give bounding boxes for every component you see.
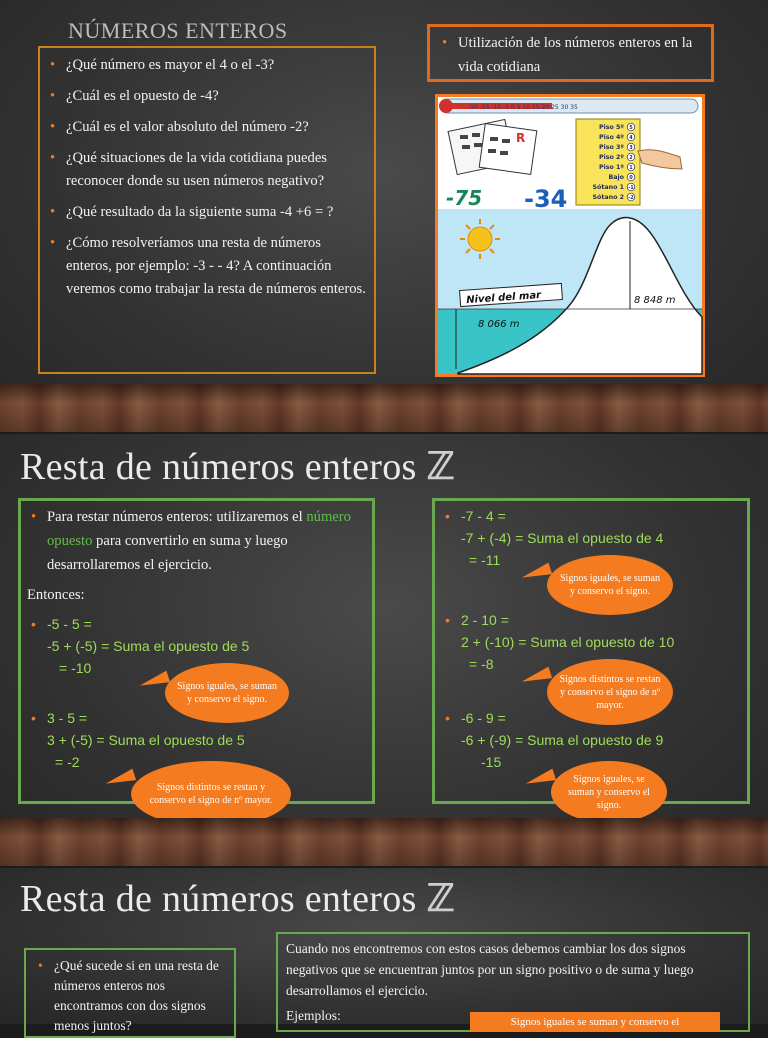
- callout-same-signs: Signos iguales, se suman y conservo el signo.: [547, 555, 673, 615]
- question-6: • ¿Cómo resolveríamos una resta de números enteros, por ejemplo: -3 - - 4? A continuación veremos como trabajar la resta de números enteros.: [46, 232, 366, 301]
- question-3: • ¿Cuál es el valor absoluto del número -2?: [46, 116, 366, 139]
- slide-2: [0, 434, 768, 866]
- question-4: • ¿Qué situaciones de la vida cotidiana puedes reconocer donde su usen números negativo?: [46, 147, 366, 193]
- floor-number: 0: [629, 175, 633, 181]
- question-5: • ¿Qué resultado da la siguiente suma -4 +6 = ?: [46, 201, 366, 224]
- floor-label: Bajo: [608, 174, 624, 181]
- questions-box: [38, 46, 376, 374]
- opposite-number-highlight: número opuesto: [47, 509, 351, 549]
- example-right-2: • 2 - 10 = 2 + (-10) = Suma el opuesto de 10 = -8 Signos distintos se restan y conservo el signo de nº mayor.: [441, 609, 741, 675]
- height-label: 8 848 m: [634, 295, 676, 306]
- same-signs-note: Signos iguales se suman y conservo el: [470, 1012, 720, 1032]
- floor-label: Sótano 1: [592, 184, 624, 191]
- floor-label: Sótano 2: [592, 194, 624, 201]
- sea-level-label: Nivel del mar: [465, 289, 542, 307]
- question-1: • ¿Qué número es mayor el 4 o el -3?: [46, 54, 366, 77]
- floor-number: 3: [629, 145, 633, 151]
- entonces-label: Entonces:: [27, 587, 85, 603]
- callout-same-signs: Signos iguales, se suman y conservo el signo.: [551, 761, 667, 823]
- thermometer-scale: -30 -15 -10 -5 0 5 10 15 20 25 30 35: [468, 104, 578, 111]
- callout-same-signs: Signos iguales, se suman y conservo el signo.: [165, 663, 289, 723]
- floor-label: Piso 1º: [599, 164, 624, 171]
- number-minus-75: -75: [446, 186, 483, 210]
- double-minus-question: • ¿Qué sucede si en una resta de números enteros nos encontramos con dos signos menos juntos?: [34, 956, 226, 1036]
- example-left-1: • -5 - 5 = -5 + (-5) = Suma el opuesto de 5 = -10 Signos iguales, se suman y conservo el signo.: [27, 613, 366, 679]
- floor-number: -2: [628, 195, 634, 201]
- floor-number: -1: [628, 185, 634, 191]
- slide-1-title: NÚMEROS ENTEROS: [68, 18, 288, 43]
- explanation-text: Cuando nos encontremos con estos casos debemos cambiar los dos signos negativos que se encuentran juntos por un signo positivo o de suma y luego desarrollamos el ejercicio.: [286, 941, 694, 998]
- slide-1: [0, 0, 768, 432]
- intro-text: • Para restar números enteros: utilizaremos el número opuesto para convertirlo en suma y luego desarrollaremos el ejercicio.: [27, 505, 366, 577]
- floor-number: 5: [629, 125, 633, 131]
- slide-3: [0, 868, 768, 1033]
- depth-label: 8 066 m: [478, 319, 520, 330]
- example-right-1: • -7 - 4 = -7 + (-4) = Suma el opuesto de 4 = -11 Signos iguales, se suman y conservo el signo.: [441, 505, 741, 571]
- usage-box: [427, 24, 714, 82]
- floor-number: 2: [629, 155, 633, 161]
- svg-text:R: R: [516, 131, 526, 145]
- question-box: [24, 948, 236, 1038]
- examples-box: [432, 498, 750, 811]
- slide-2-title: Resta de números enteros ℤ: [20, 444, 456, 488]
- usage-text: • Utilización de los números enteros en la vida cotidiana: [438, 31, 703, 79]
- integers-symbol: ℤ: [426, 876, 456, 920]
- everyday-integers-illustration: [435, 94, 705, 377]
- floor-label: Piso 4º: [599, 134, 624, 141]
- illustration-svg: [438, 97, 702, 374]
- callout-different-signs: Signos distintos se restan y conservo el signo de nº mayor.: [131, 761, 291, 827]
- example-left-2: • 3 - 5 = 3 + (-5) = Suma el opuesto de 5 = -2 Signos distintos se restan y conservo el signo de nº mayor.: [27, 707, 366, 773]
- floor-label: Piso 5º: [599, 124, 624, 131]
- examples-label: Ejemplos:: [286, 1008, 341, 1023]
- floor-number: 4: [629, 135, 633, 141]
- subtraction-rules-box: [18, 498, 375, 804]
- wood-floor: [0, 384, 768, 432]
- floor-label: Piso 2º: [599, 154, 624, 161]
- floor-number: 1: [629, 165, 633, 171]
- wood-floor: [0, 818, 768, 866]
- example-right-3: • -6 - 9 = -6 + (-9) = Suma el opuesto de 9 -15 Signos iguales, se suman y conservo el signo.: [441, 707, 741, 773]
- integers-symbol: ℤ: [426, 444, 456, 488]
- number-minus-34: -34: [524, 185, 568, 213]
- callout-different-signs: Signos distintos se restan y conservo el signo de nº mayor.: [547, 659, 673, 725]
- question-2: • ¿Cuál es el opuesto de -4?: [46, 85, 366, 108]
- slide-3-title: Resta de números enteros ℤ: [20, 876, 456, 920]
- floor-label: Piso 3º: [599, 144, 624, 151]
